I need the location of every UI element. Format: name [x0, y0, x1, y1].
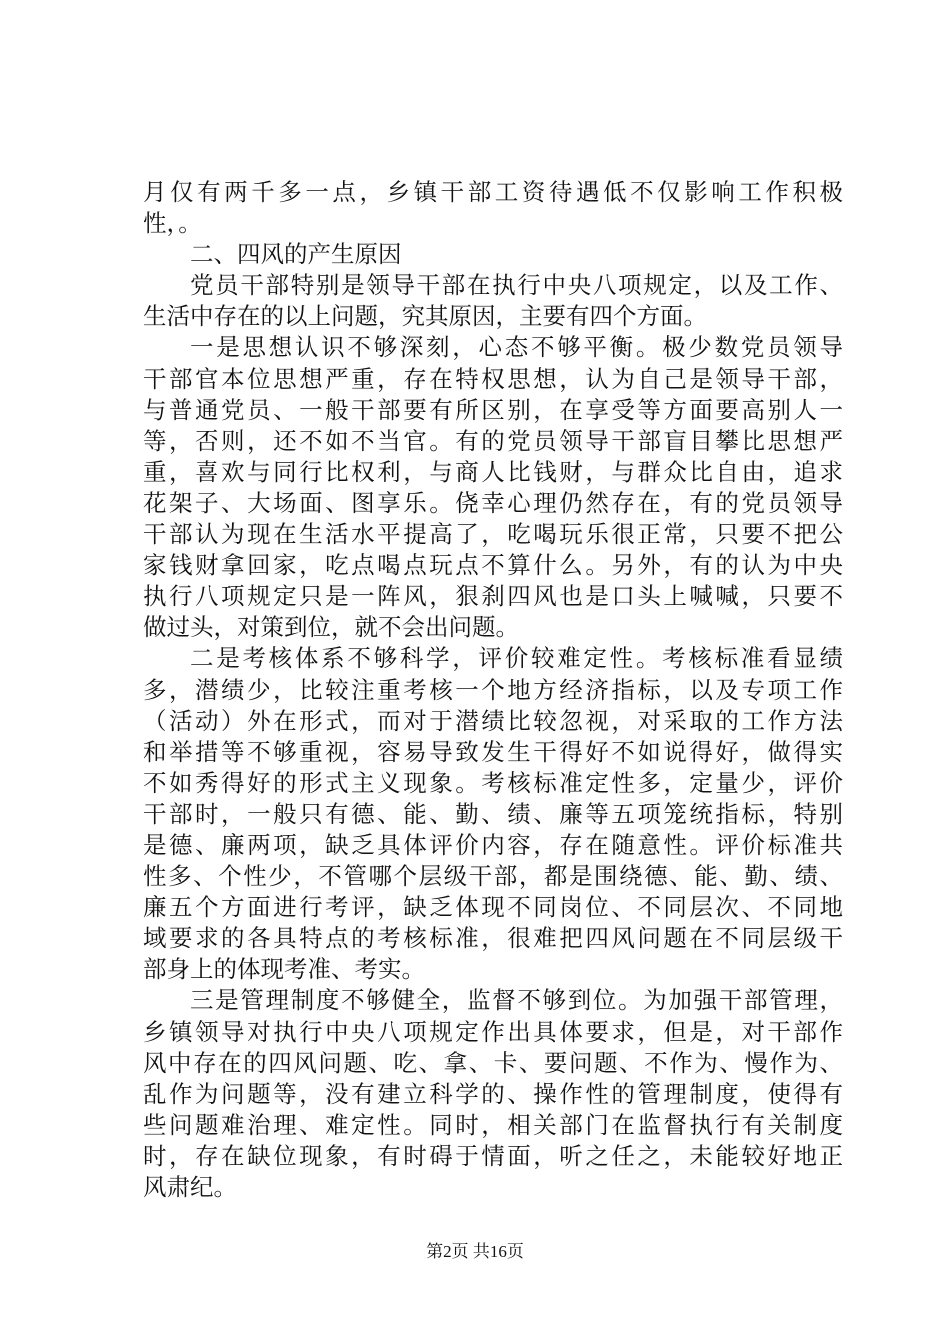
text-line: 廉五个方面进行考评，缺乏体现不同岗位、不同层次、不同地 [143, 893, 843, 922]
text-line: 部身上的体现考准、考实。 [143, 955, 425, 984]
text-line: 乡镇领导对执行中央八项规定作出具体要求，但是，对干部作 [143, 1017, 843, 1046]
text-line: 干部时，一般只有德、能、勤、绩、廉等五项笼统指标，特别 [143, 799, 843, 828]
text-line: 干部官本位思想严重，存在特权思想，认为自己是领导干部， [143, 364, 843, 393]
text-line: 些问题难治理、难定性。同时，相关部门在监督执行有关制度 [143, 1110, 843, 1139]
text-line: 生活中存在的以上问题，究其原因，主要有四个方面。 [143, 302, 707, 331]
text-line: 风肃纪。 [143, 1173, 237, 1201]
text-line: 域要求的各具特点的考核标准，很难把四风问题在不同层级干 [143, 924, 843, 953]
text-line: 时，存在缺位现象，有时碍于情面，听之任之，未能较好地正 [143, 1141, 843, 1170]
text-line: 多，潜绩少，比较注重考核一个地方经济指标，以及专项工作 [143, 675, 843, 704]
text-line: 和举措等不够重视，容易导致发生干得好不如说得好，做得实 [143, 737, 843, 766]
text-line: 三是管理制度不够健全，监督不够到位。为加强干部管理， [190, 986, 843, 1015]
text-line: 等，否则，还不如不当官。有的党员领导干部盲目攀比思想严 [143, 426, 843, 455]
text-line: 二、四风的产生原因 [190, 240, 402, 269]
text-line: 二是考核体系不够科学，评价较难定性。考核标准看显绩 [190, 644, 843, 673]
text-line: 重，喜欢与同行比权利，与商人比钱财，与群众比自由，追求 [143, 457, 843, 486]
text-line: 执行八项规定只是一阵风，狠刹四风也是口头上喊喊，只要不 [143, 582, 843, 611]
text-line: 家钱财拿回家，吃点喝点玩点不算什么。另外，有的认为中央 [143, 551, 843, 580]
text-line: 做过头，对策到位，就不会出问题。 [143, 613, 519, 642]
text-line: 性多、个性少，不管哪个层级干部，都是围绕德、能、勤、绩、 [143, 862, 843, 891]
text-line: 与普通党员、一般干部要有所区别，在享受等方面要高别人一 [143, 395, 843, 424]
text-line: 一是思想认识不够深刻，心态不够平衡。极少数党员领导 [190, 333, 843, 362]
page-footer: 第2页 共16页 [426, 1242, 524, 1261]
text-line: 是德、廉两项，缺乏具体评价内容，存在随意性。评价标准共 [143, 830, 843, 859]
text-line: 党员干部特别是领导干部在执行中央八项规定，以及工作、 [190, 271, 843, 300]
text-line: 干部认为现在生活水平提高了，吃喝玩乐很正常，只要不把公 [143, 520, 843, 549]
text-line: 性，。 [143, 209, 202, 238]
text-line: 不如秀得好的形式主义现象。考核标准定性多，定量少，评价 [143, 768, 843, 797]
text-line: 乱作为问题等，没有建立科学的、操作性的管理制度，使得有 [143, 1079, 843, 1108]
body-text [143, 177, 843, 1203]
text-line: 花架子、大场面、图享乐。侥幸心理仍然存在，有的党员领导 [143, 488, 843, 517]
text-line: 风中存在的四风问题、吃、拿、卡、要问题、不作为、慢作为、 [143, 1048, 843, 1077]
text-line: 月仅有两千多一点，乡镇干部工资待遇低不仅影响工作积极 [143, 178, 843, 206]
text-line: （活动）外在形式，而对于潜绩比较忽视，对采取的工作方法 [143, 706, 843, 735]
